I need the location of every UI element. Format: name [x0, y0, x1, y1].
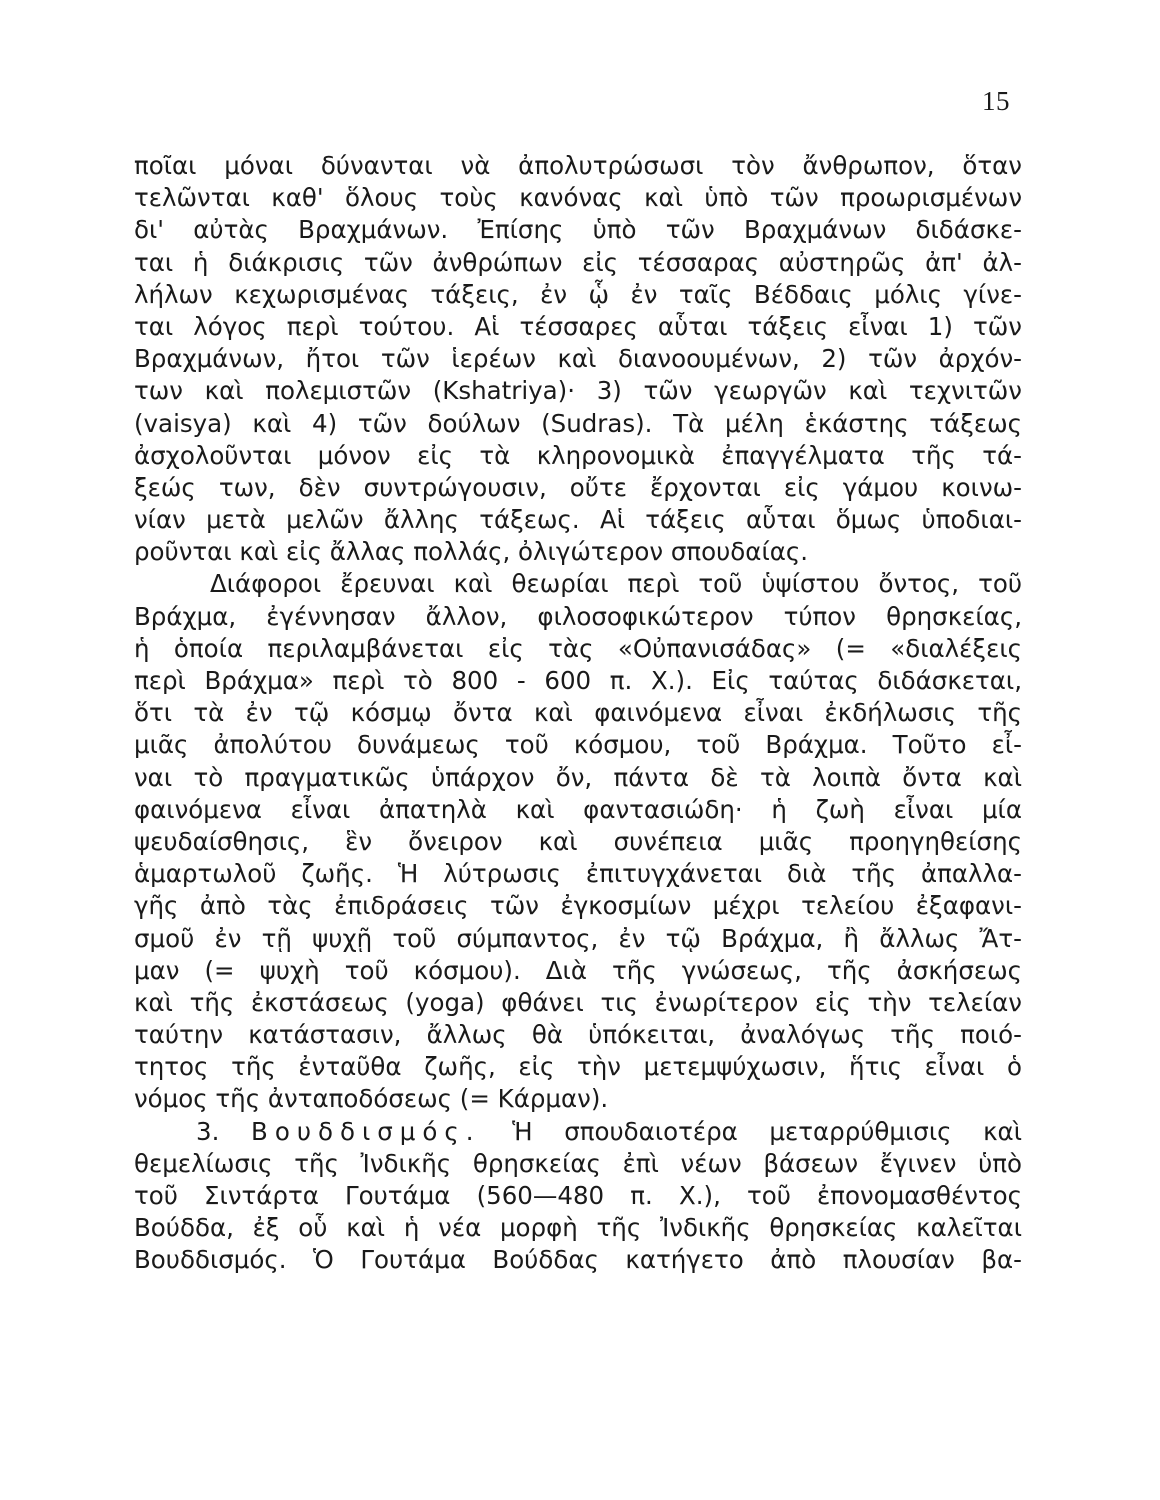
text-line: ξεώς των, δὲν συντρώγουσιν, οὔτε ἔρχονται εἰς γάμου κοινω-	[134, 472, 1022, 502]
section-number: 3.	[196, 1116, 220, 1146]
text-line: τητος τῆς ἐνταῦθα ζωῆς, εἰς τὴν μετεμψύχωσιν, ἥτις εἶναι ὁ	[134, 1052, 1022, 1082]
text-line: νόμος τῆς ἀνταποδόσεως (= Κάρμαν).	[134, 1084, 609, 1114]
text-line: ἡ ὁποία περιλαμβάνεται εἰς τὰς «Οὐπανισάδας» (= «διαλέξεις	[134, 633, 1022, 663]
text-line: περὶ Βράχμα» περὶ τὸ 800 - 600 π. Χ.). Εἰς ταύτας διδάσκεται,	[134, 666, 1022, 695]
section-heading-line	[134, 1116, 1022, 1148]
text-line: Βράχμα, ἐγέννησαν ἄλλον, φιλοσοφικώτερον τύπον θρησκείας,	[134, 601, 1022, 631]
text-line: ται λόγος περὶ τούτου. Αἱ τέσσαρες αὗται τάξεις εἶναι 1) τῶν	[134, 311, 1022, 341]
text-line: τοῦ Σιντάρτα Γουτάμα (560—480 π. Χ.), τοῦ ἐπονομασθέντος	[134, 1181, 1022, 1210]
paragraph-start-line: Διάφοροι ἔρευναι καὶ θεωρίαι περὶ τοῦ ὑψίστου ὄντος, τοῦ	[210, 569, 1022, 599]
text-line: ἁμαρτωλοῦ ζωῆς. Ἡ λύτρωσις ἐπιτυγχάνεται διὰ τῆς ἀπαλλα-	[134, 859, 1022, 889]
text-line: ποῖαι μόναι δύνανται νὰ ἀπολυτρώσωσι τὸν ἄνθρωπον, ὅταν	[134, 151, 1022, 180]
text-line: μαν (= ψυχὴ τοῦ κόσμου). Διὰ τῆς γνώσεως, τῆς ἀσκήσεως	[134, 955, 1022, 985]
text-line: ἀσχολοῦνται μόνον εἰς τὰ κληρονομικὰ ἐπαγγέλματα τῆς τά-	[134, 440, 1022, 470]
text-line: φαινόμενα εἶναι ἀπατηλὰ καὶ φαντασιώδη· ἡ ζωὴ εἶναι μία	[134, 794, 1022, 824]
section-first-line-text: Ἡ σπουδαιοτέρα μεταρρύθμισις καὶ	[512, 1116, 1022, 1146]
text-line: νίαν μετὰ μελῶν ἄλλης τάξεως. Αἱ τάξεις αὗται ὅμως ὑποδιαι-	[134, 505, 1022, 535]
text-line: ταύτην κατάστασιν, ἄλλως θὰ ὑπόκειται, ἀναλόγως τῆς ποιό-	[134, 1020, 1022, 1050]
text-line: καὶ τῆς ἐκστάσεως (yoga) φθάνει τις ἐνωρίτερον εἰς τὴν τελείαν	[134, 987, 1022, 1017]
text-line: γῆς ἀπὸ τὰς ἐπιδράσεις τῶν ἐγκοσμίων μέχρι τελείου ἐξαφανι-	[134, 891, 1022, 921]
text-line: μιᾶς ἀπολύτου δυνάμεως τοῦ κόσμου, τοῦ Βράχμα. Τοῦτο εἶ-	[134, 730, 1022, 760]
text-line: σμοῦ ἐν τῇ ψυχῇ τοῦ σύμπαντος, ἐν τῷ Βράχμα, ἢ ἄλλως Ἄτ-	[134, 923, 1022, 953]
text-line: θεμελίωσις τῆς Ἰνδικῆς θρησκείας ἐπὶ νέων βάσεων ἔγινεν ὑπὸ	[134, 1148, 1022, 1178]
text-line: ψευδαίσθησις, ἓν ὄνειρον καὶ συνέπεια μιᾶς προηγηθείσης	[134, 826, 1022, 856]
text-line: ναι τὸ πραγματικῶς ὑπάρχον ὄν, πάντα δὲ τὰ λοιπὰ ὄντα καὶ	[134, 762, 1022, 792]
text-line: λήλων κεχωρισμένας τάξεις, ἐν ᾧ ἐν ταῖς Βέδδαις μόλις γίνε-	[134, 279, 1022, 309]
page-number: 15	[982, 86, 1010, 116]
text-line: (vaisya) καὶ 4) τῶν δούλων (Sudras). Τὰ μέλη ἑκάστης τάξεως	[134, 408, 1022, 438]
text-line: των καὶ πολεμιστῶν (Kshatriya)· 3) τῶν γεωργῶν καὶ τεχνιτῶν	[134, 376, 1022, 406]
section-heading: Βουδδισμός.	[251, 1116, 481, 1146]
text-line: δι' αὐτὰς Βραχμάνων. Ἐπίσης ὑπὸ τῶν Βραχμάνων διδάσκε-	[134, 215, 1022, 245]
text-line: Βουδδισμός. Ὁ Γουτάμα Βούδδας κατήγετο ἀπὸ πλουσίαν βα-	[134, 1245, 1022, 1275]
text-line: τελῶνται καθ' ὅλους τοὺς κανόνας καὶ ὑπὸ τῶν προωρισμένων	[134, 183, 1022, 213]
text-line: ται ἡ διάκρισις τῶν ἀνθρώπων εἰς τέσσαρας αὐστηρῶς ἀπ' ἀλ-	[134, 247, 1022, 277]
text-line: Βραχμάνων, ἤτοι τῶν ἱερέων καὶ διανοουμένων, 2) τῶν ἀρχόν-	[134, 344, 1022, 374]
text-line: ροῦνται καὶ εἰς ἄλλας πολλάς, ὀλιγώτερον σπουδαίας.	[134, 537, 809, 567]
text-line: Βούδδα, ἐξ οὗ καὶ ἡ νέα μορφὴ τῆς Ἰνδικῆς θρησκείας καλεῖται	[134, 1213, 1022, 1243]
body-text	[134, 150, 1022, 1277]
text-line: ὅτι τὰ ἐν τῷ κόσμῳ ὄντα καὶ φαινόμενα εἶναι ἐκδήλωσις τῆς	[134, 698, 1022, 728]
